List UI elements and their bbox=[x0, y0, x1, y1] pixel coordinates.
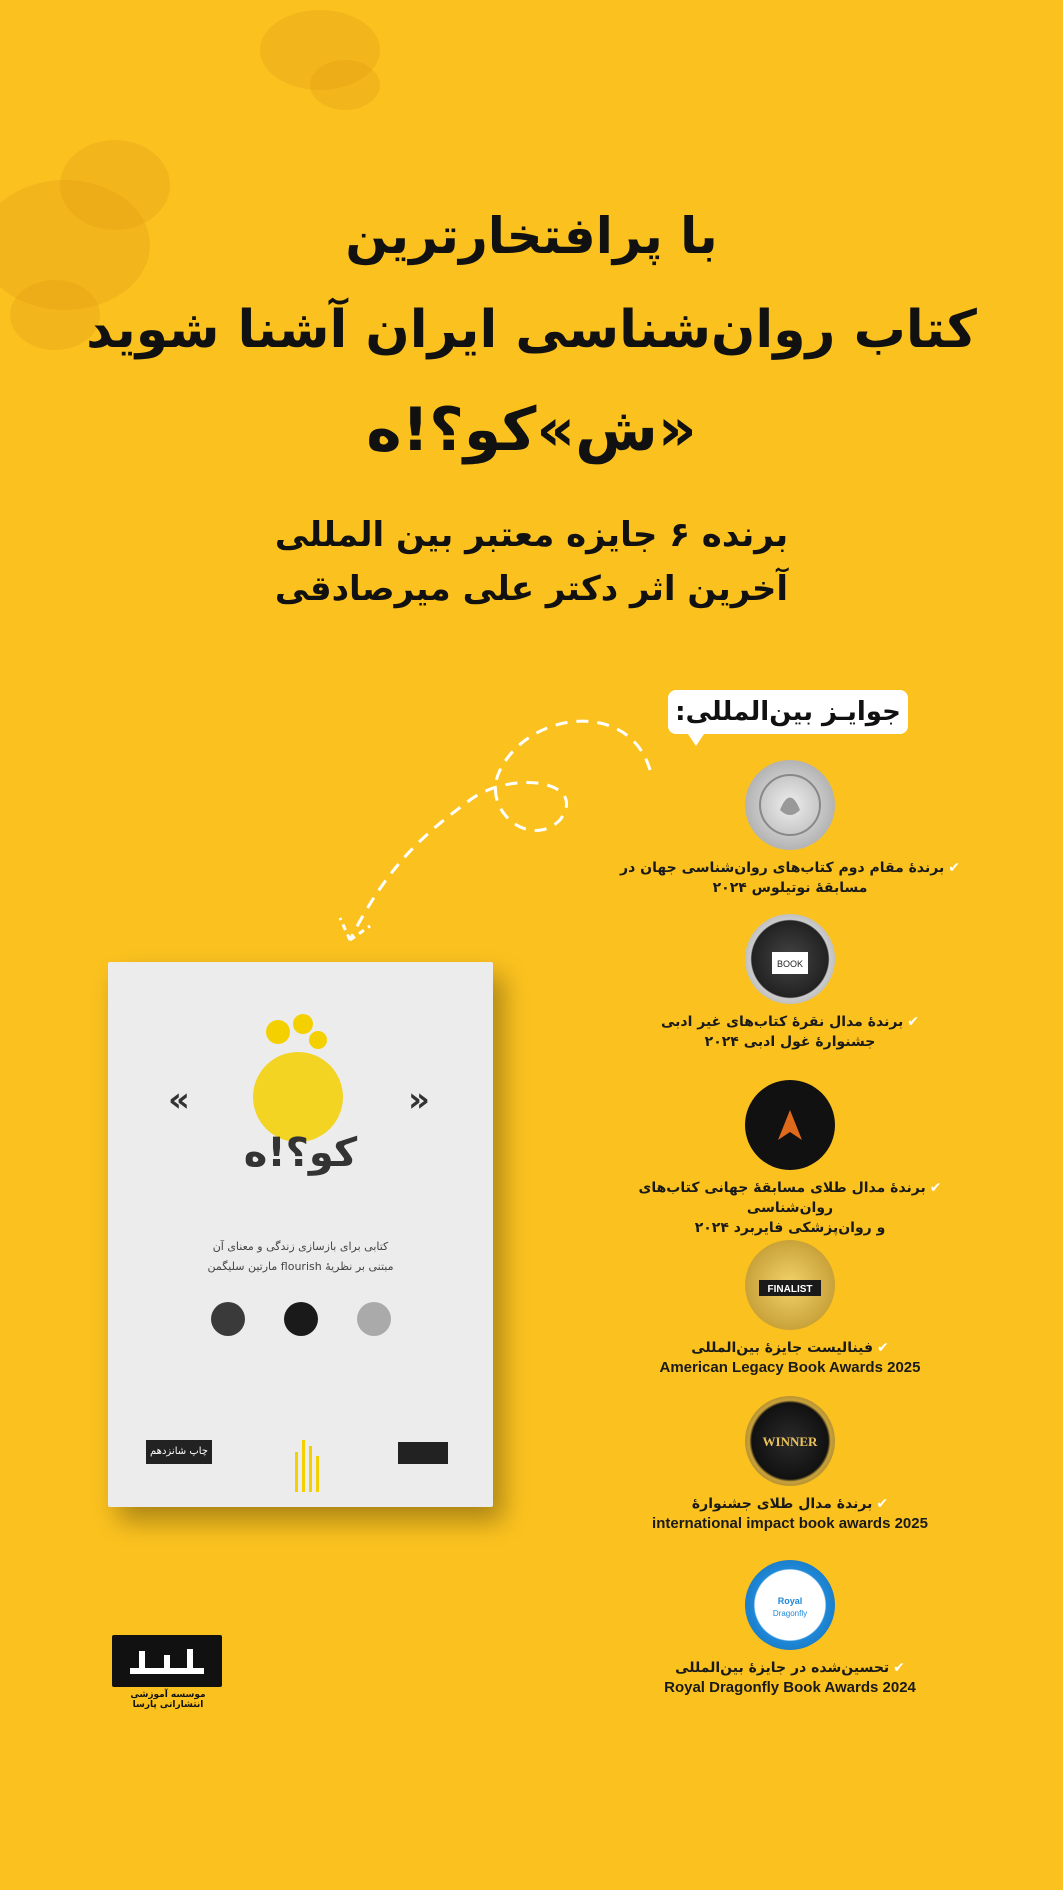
headline-book-title: «ش»کو؟!ه bbox=[366, 395, 697, 465]
book-quote-right: » bbox=[408, 1080, 430, 1120]
headline-line-1: با پرافتخارترین bbox=[345, 207, 718, 265]
award-item: WINNER ✔برندهٔ مدال طلای جشنوارهٔ international impact book awards 2025 bbox=[600, 1396, 980, 1534]
subheadline bbox=[0, 508, 1063, 616]
award-2-line-1: برندهٔ مدال نقرهٔ کتاب‌های غیر ادبی bbox=[660, 1014, 904, 1030]
award-4-line-2: American Legacy Book Awards 2025 bbox=[659, 1359, 921, 1376]
award-3-line-1: برندهٔ مدال طلای مسابقهٔ جهانی کتاب‌های روان‌شناسی bbox=[638, 1180, 926, 1216]
award-3-line-2: و روان‌پزشکی فایربرد ۲۰۲۴ bbox=[694, 1220, 886, 1236]
book-tagline bbox=[138, 1237, 463, 1277]
svg-text:Royal: Royal bbox=[777, 1596, 803, 1606]
award-item: ✔برندهٔ مقام دوم کتاب‌های روان‌شناسی جهان در مسابقهٔ نوتیلوس ۲۰۲۴ bbox=[600, 760, 980, 898]
award-item: BOOK ✔برندهٔ مدال نقرهٔ کتاب‌های غیر ادبی جشنوارهٔ غول ادبی ۲۰۲۴ bbox=[600, 914, 980, 1052]
finalist-badge-icon bbox=[745, 1240, 835, 1330]
svg-text:Dragonfly: Dragonfly bbox=[772, 1609, 808, 1618]
silver-medal-icon bbox=[745, 760, 835, 850]
award-item: FINALIST ✔فینالیست جایزهٔ بین‌المللی American Legacy Book Awards 2025 bbox=[600, 1240, 980, 1378]
svg-text:BOOK: BOOK bbox=[776, 959, 804, 969]
book-tagline-1: کتابی برای بازسازی زندگی و معنای آن bbox=[212, 1240, 389, 1253]
award-6-line-2: Royal Dragonfly Book Awards 2024 bbox=[664, 1679, 916, 1696]
svg-text:WINNER: WINNER bbox=[762, 1434, 818, 1449]
headline bbox=[0, 190, 1063, 482]
book-bars-decoration bbox=[293, 1432, 323, 1492]
book-publisher-logo bbox=[398, 1442, 448, 1464]
book-title: کو؟!ه bbox=[243, 1130, 358, 1176]
publisher-name: موسسه آموزشی انتشاراتی پارسا bbox=[130, 1690, 206, 1710]
award-4-line-1: فینالیست جایزهٔ بین‌المللی bbox=[691, 1340, 874, 1356]
firebird-icon bbox=[745, 1080, 835, 1170]
book-quote-left: « bbox=[168, 1080, 190, 1120]
headline-line-2: کتاب روان‌شناسی ایران آشنا شوید bbox=[86, 300, 977, 360]
book-tagline-2: مبتنی بر نظریهٔ flourish مارتین سلیگمن bbox=[207, 1260, 394, 1273]
winner-badge-icon bbox=[745, 1396, 835, 1486]
subheadline-awards-count: برنده ۶ جایزه معتبر بین المللی bbox=[274, 515, 789, 555]
svg-text:FINALIST: FINALIST bbox=[767, 1284, 813, 1295]
book-medal-icon bbox=[211, 1302, 245, 1336]
subheadline-author: آخرین اثر دکتر علی میرصادقی bbox=[274, 569, 789, 609]
award-6-line-1: تحسین‌شده در جایزهٔ بین‌المللی bbox=[675, 1660, 890, 1676]
dragonfly-badge-icon bbox=[745, 1560, 835, 1650]
book-edition-label: چاپ شانزدهم bbox=[146, 1440, 212, 1464]
award-1-line-2: مسابقهٔ نوتیلوس ۲۰۲۴ bbox=[712, 880, 868, 896]
award-5-line-2: international impact book awards 2025 bbox=[652, 1515, 928, 1532]
book-cover bbox=[108, 962, 493, 1507]
award-2-line-2: جشنوارهٔ غول ادبی ۲۰۲۴ bbox=[704, 1034, 876, 1050]
award-1-line-1: برندهٔ مقام دوم کتاب‌های روان‌شناسی جهان در bbox=[620, 860, 945, 876]
book-medal-icon bbox=[284, 1302, 318, 1336]
award-5-line-1: برندهٔ مدال طلای جشنوارهٔ bbox=[691, 1496, 873, 1512]
award-item: Royal Dragonfly ✔تحسین‌شده در جایزهٔ بین‌المللی Royal Dragonfly Book Awards 2024 bbox=[600, 1560, 980, 1698]
award-item: ✔برندهٔ مدال طلای مسابقهٔ جهانی کتاب‌های روان‌شناسی و روان‌پزشکی فایربرد ۲۰۲۴ bbox=[600, 1080, 980, 1238]
book-medal-icon bbox=[357, 1302, 391, 1336]
publisher-logo bbox=[112, 1635, 222, 1687]
literary-titan-icon bbox=[745, 914, 835, 1004]
awards-heading: جوایـز بین‌المللی: bbox=[668, 690, 908, 734]
